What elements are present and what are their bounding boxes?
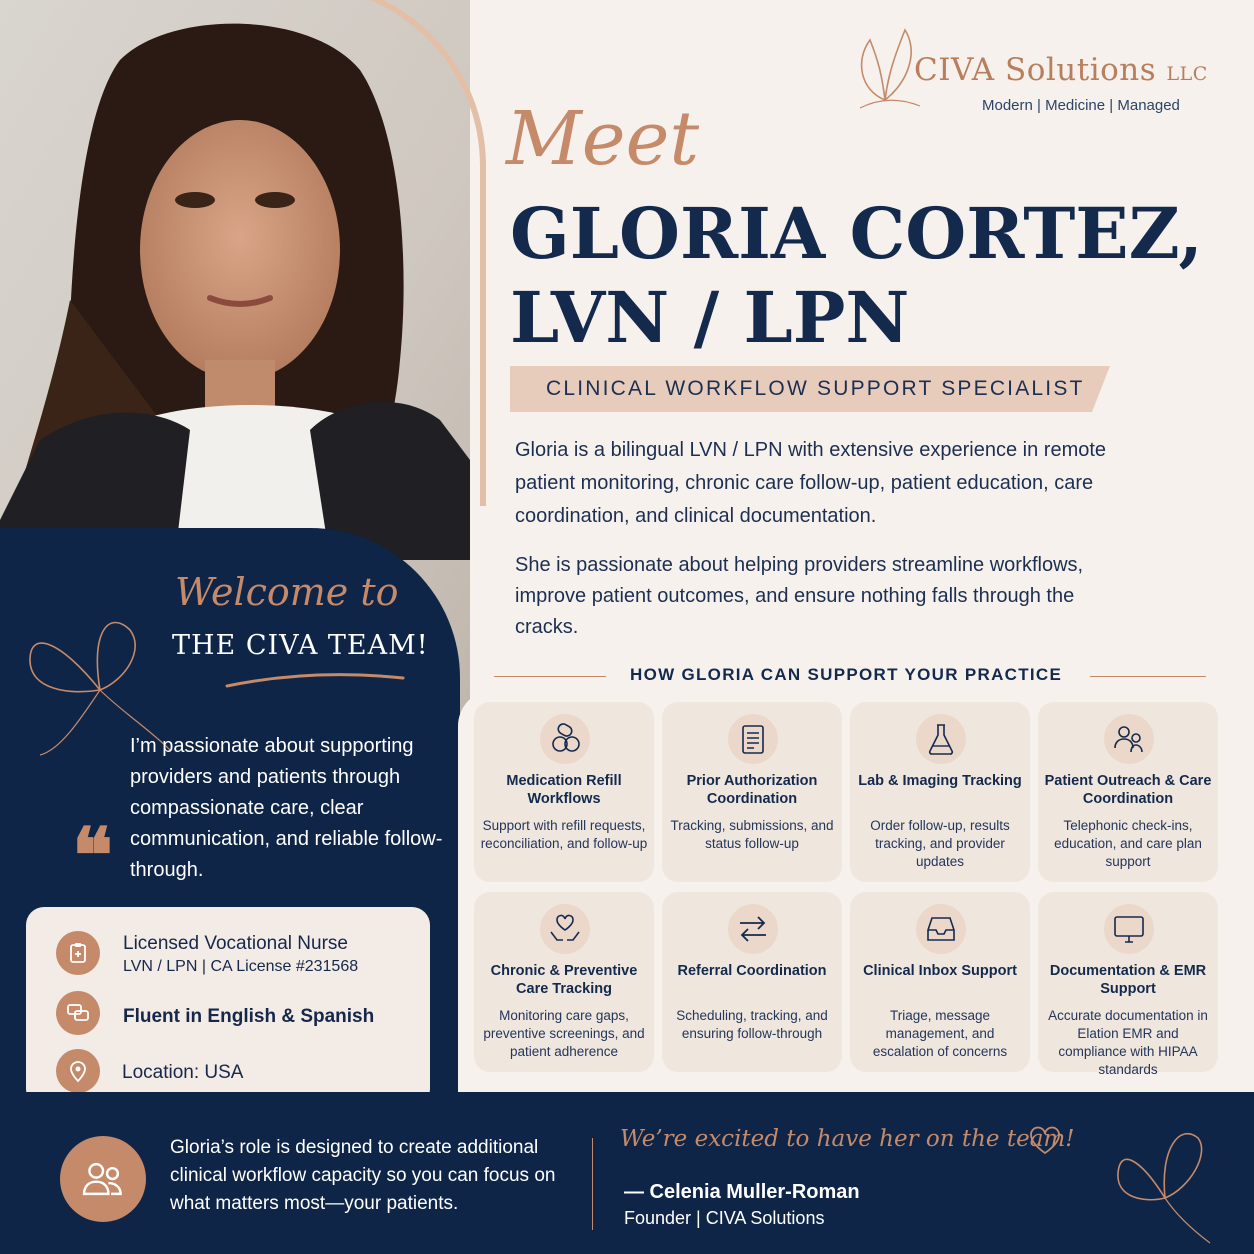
footer-divider: [592, 1138, 593, 1230]
card-title: Referral Coordination: [677, 963, 827, 979]
welcome-script: Welcome to: [175, 570, 399, 614]
support-card-chronic-care: [474, 892, 654, 1072]
underline-swash: [225, 670, 405, 690]
card-title: Chronic & Preventive Care Tracking: [490, 963, 638, 997]
card-description: Order follow-up, results tracking, and provider updates: [870, 818, 1010, 869]
butterfly-logo-icon: [850, 20, 920, 110]
signer-role: Founder | CIVA Solutions: [624, 1208, 825, 1228]
butterfly-footer-icon: [1110, 1118, 1220, 1248]
support-card-outreach: [1038, 702, 1218, 882]
quote-mark-icon: ❝: [72, 811, 113, 900]
card-title: Documentation & EMR Support: [1049, 963, 1207, 997]
signer-name: — Celenia Muller-Roman: [624, 1181, 860, 1203]
support-card-lab-imaging: [850, 702, 1030, 882]
support-card-documentation: [1038, 892, 1218, 1077]
brand-tagline: Modern | Medicine | Managed: [982, 97, 1180, 114]
support-card-prior-auth: [662, 702, 842, 882]
clipboard-icon: [728, 714, 778, 764]
card-description: Scheduling, tracking, and ensuring follow-through: [676, 1008, 828, 1041]
license-detail: LVN / LPN | CA License #231568: [123, 958, 359, 975]
people-icon: [1104, 714, 1154, 764]
badge-icon: [56, 931, 100, 975]
role-purpose-text: Gloria’s role is designed to create additional clinical workflow capacity so you can focus on what matters most—your patients.: [170, 1137, 556, 1214]
location: Location: USA: [122, 1062, 244, 1083]
name-heading-line1: GLORIA CORTEZ,: [510, 192, 1203, 275]
flask-icon: [916, 714, 966, 764]
license-title: Licensed Vocational Nurse: [123, 933, 348, 954]
photo-arch-border: [300, 0, 486, 506]
name-heading-line2: LVN / LPN: [510, 276, 910, 359]
support-heading: HOW GLORIA CAN SUPPORT YOUR PRACTICE: [630, 665, 1063, 684]
welcome-quote: I’m passionate about supporting providers and patients through compassionate care, clear communication, and reliable follow-through.: [130, 735, 443, 881]
inbox-icon: [916, 904, 966, 954]
support-card-medication: [474, 702, 654, 882]
welcome-team-title: THE CIVA TEAM!: [172, 630, 429, 661]
card-title: Medication Refill Workflows: [506, 773, 622, 807]
card-description: Telephonic check-ins, education, and care plan support: [1054, 818, 1202, 869]
credentials-card: [26, 907, 430, 1107]
arrows-icon: [728, 904, 778, 954]
brand-suffix: LLC: [1166, 63, 1208, 85]
meet-script: Meet: [506, 96, 700, 182]
card-description: Tracking, submissions, and status follow-up: [670, 818, 834, 851]
excited-script: We’re excited to have her on the team!: [620, 1126, 1075, 1152]
role-title: CLINICAL WORKFLOW SUPPORT SPECIALIST: [546, 377, 1085, 400]
heading-rule-right: [1090, 676, 1206, 677]
support-cards-grid: [474, 702, 1234, 1082]
card-title: Lab & Imaging Tracking: [858, 773, 1022, 789]
support-card-referral: [662, 892, 842, 1072]
card-description: Support with refill requests, reconciliation, and follow-up: [480, 818, 648, 851]
card-title: Patient Outreach & Care Coordination: [1044, 773, 1212, 807]
bio-paragraph-1: Gloria is a bilingual LVN / LPN with extensive experience in remote patient monitoring, chronic care follow-up, patient education, care coordination, and clinical documentation.: [515, 439, 1107, 527]
location-pin-icon: [56, 1049, 100, 1093]
brand-name: CIVA Solutions: [914, 52, 1157, 88]
card-description: Monitoring care gaps, preventive screenings, and patient adherence: [483, 1008, 645, 1059]
card-title: Prior Authorization Coordination: [686, 773, 818, 807]
heart-icon: [1028, 1126, 1062, 1156]
brand-logo: [850, 20, 1230, 130]
bio-paragraph-2: She is passionate about helping providers streamline workflows, improve patient outcomes, and ensure nothing falls through the cracks.: [515, 554, 1084, 638]
heading-rule-left: [494, 676, 606, 677]
chat-bubbles-icon: [56, 991, 100, 1035]
team-people-icon: [60, 1136, 146, 1222]
card-description: Accurate documentation in Elation EMR and compliance with HIPAA standards: [1048, 1008, 1208, 1077]
heart-hands-icon: [540, 904, 590, 954]
monitor-icon: [1104, 904, 1154, 954]
pills-icon: [540, 714, 590, 764]
languages: Fluent in English & Spanish: [123, 1006, 375, 1027]
card-title: Clinical Inbox Support: [863, 963, 1017, 979]
support-card-inbox: [850, 892, 1030, 1072]
card-description: Triage, message management, and escalation of concerns: [872, 1008, 1008, 1059]
